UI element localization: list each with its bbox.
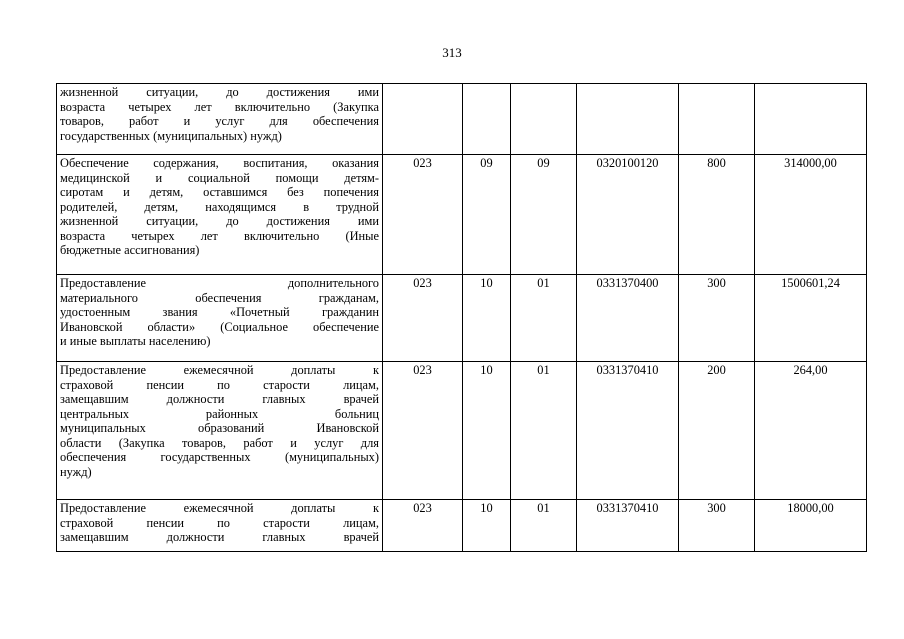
target-article-code: 0331370410 (577, 362, 679, 500)
expense-type-code (679, 84, 755, 155)
desc-line: центральных районных больниц (60, 406, 379, 421)
section-code: 09 (463, 155, 511, 275)
subsection-code: 01 (511, 362, 577, 500)
amount-value: 264,00 (755, 362, 867, 500)
row-description (57, 84, 383, 155)
ministry-code: 023 (383, 500, 463, 552)
desc-line: возраста четырех лет включительно (Иные (60, 228, 379, 243)
target-article-code: 0331370400 (577, 275, 679, 362)
desc-line: жизненной ситуации, до достижения ими (60, 214, 379, 228)
desc-line: Предоставление ежемесячной доплаты к (60, 501, 379, 515)
subsection-code: 01 (511, 275, 577, 362)
row-description (57, 500, 383, 552)
ministry-code (383, 84, 463, 155)
section-code: 10 (463, 275, 511, 362)
target-article-code: 0320100120 (577, 155, 679, 275)
table-row (57, 275, 867, 362)
row-description (57, 362, 383, 500)
target-article-code (577, 84, 679, 155)
desc-line: жизненной ситуации, до достижения ими (60, 85, 379, 99)
row-description (57, 155, 383, 275)
desc-line: государственных (муниципальных) нужд) (60, 128, 282, 143)
ministry-code: 023 (383, 362, 463, 500)
expense-type-code: 300 (679, 275, 755, 362)
table-row (57, 155, 867, 275)
page-number: 313 (442, 45, 462, 60)
desc-line: возраста четырех лет включительно (Закупка (60, 99, 379, 114)
desc-line: удостоенным звания «Почетный гражданин (60, 305, 379, 319)
desc-line: медицинской и социальной помощи детям- (60, 170, 379, 185)
subsection-code (511, 84, 577, 155)
amount-value: 1500601,24 (755, 275, 867, 362)
row-description (57, 275, 383, 362)
desc-line: Предоставление ежемесячной доплаты к (60, 363, 379, 377)
target-article-code: 0331370410 (577, 500, 679, 552)
desc-line: страховой пенсии по старости лицам, (60, 377, 379, 392)
desc-line: замещавшим должности главных врачей (60, 530, 379, 544)
table-row (57, 500, 867, 552)
desc-line: бюджетные ассигнования) (60, 243, 200, 257)
amount-value: 18000,00 (755, 500, 867, 552)
desc-line: Ивановской области» (Социальное обеспечение (60, 319, 379, 334)
ministry-code: 023 (383, 155, 463, 275)
section-code: 10 (463, 362, 511, 500)
ministry-code: 023 (383, 275, 463, 362)
expense-type-code: 800 (679, 155, 755, 275)
table-body (57, 84, 867, 552)
subsection-code: 01 (511, 500, 577, 552)
section-code: 10 (463, 500, 511, 552)
desc-line: замещавшим должности главных врачей (60, 392, 379, 406)
desc-line: нужд) (60, 464, 92, 479)
desc-line: товаров, работ и услуг для обеспечения (60, 114, 379, 128)
desc-line: и иные выплаты населению) (60, 334, 211, 348)
subsection-code: 09 (511, 155, 577, 275)
amount-value: 314000,00 (755, 155, 867, 275)
desc-line: муниципальных образований Ивановской (60, 421, 379, 435)
desc-line: обеспечения государственных (муниципальных) (60, 450, 379, 464)
table-row (57, 84, 867, 155)
desc-line: Предоставление дополнительного (60, 276, 379, 290)
budget-table (56, 83, 867, 552)
table-row (57, 362, 867, 500)
desc-line: родителей, детям, находящимся в трудной (60, 199, 379, 214)
section-code (463, 84, 511, 155)
desc-line: Обеспечение содержания, воспитания, оказания (60, 156, 379, 170)
desc-line: материального обеспечения гражданам, (60, 290, 379, 305)
expense-type-code: 300 (679, 500, 755, 552)
desc-line: сиротам и детям, оставшимся без попечения (60, 185, 379, 199)
desc-line: области (Закупка товаров, работ и услуг для (60, 435, 379, 450)
desc-line: страховой пенсии по старости лицам, (60, 515, 379, 530)
expense-type-code: 200 (679, 362, 755, 500)
amount-value (755, 84, 867, 155)
